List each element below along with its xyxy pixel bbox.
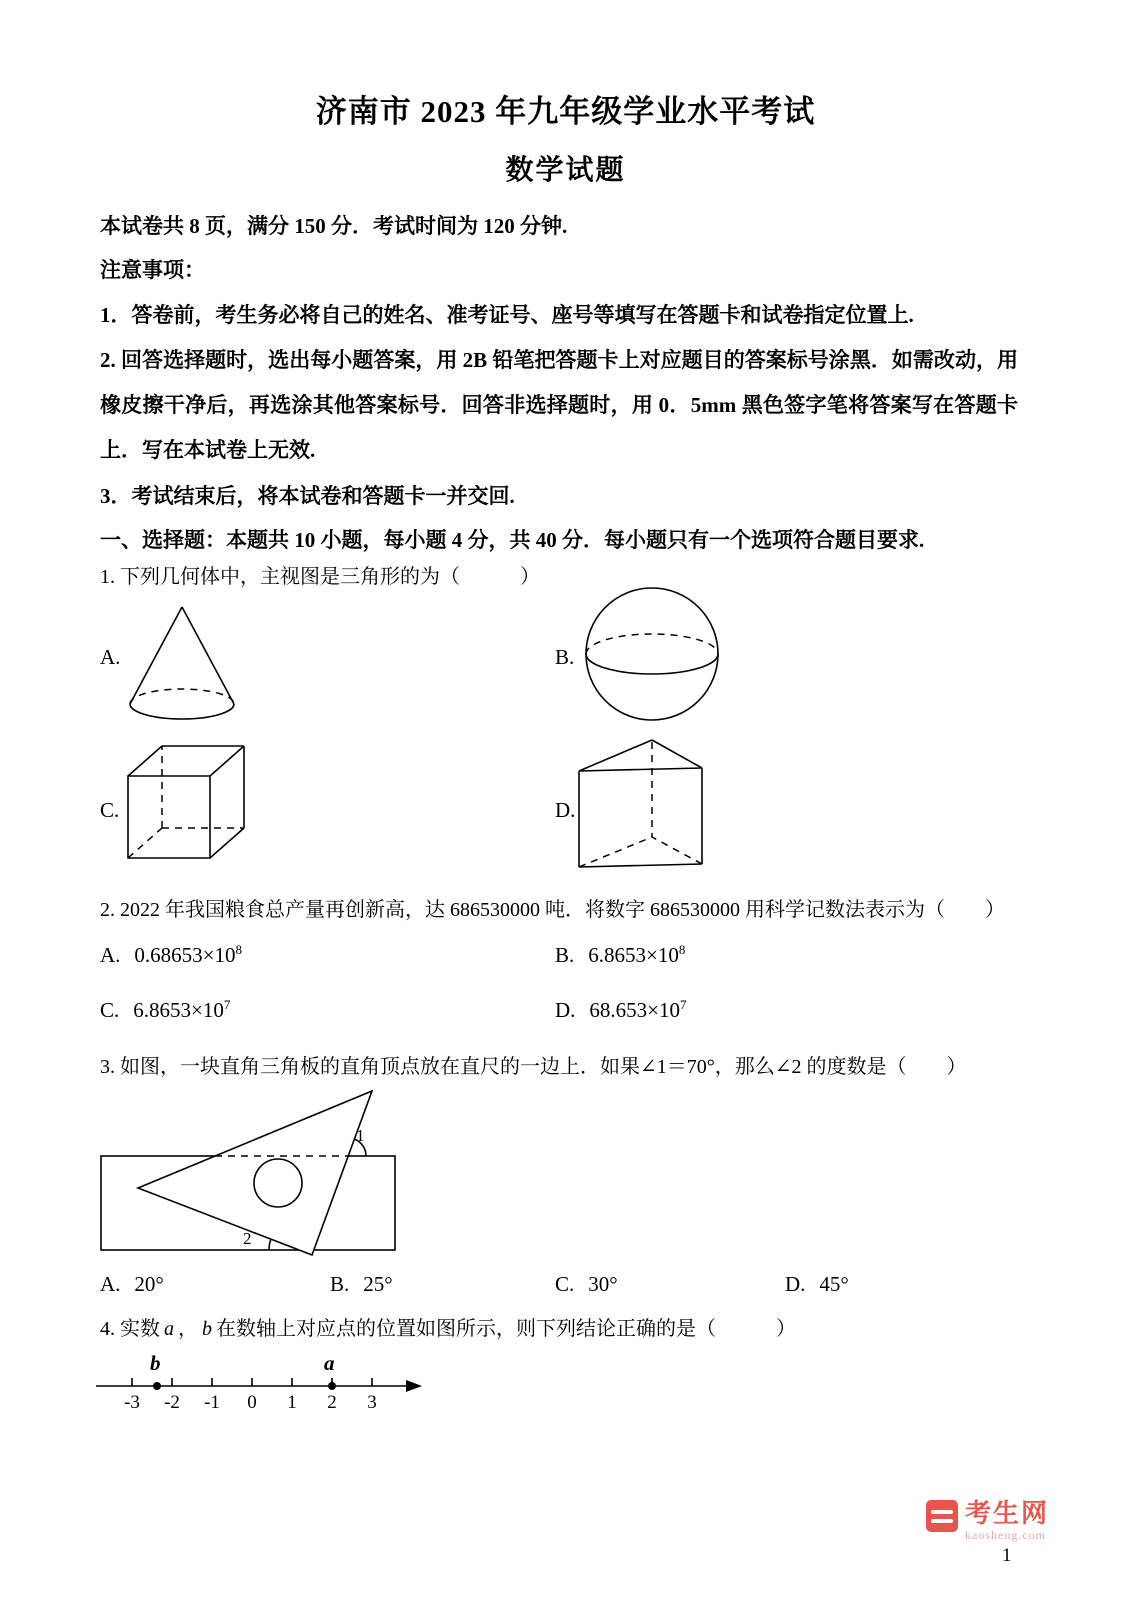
footer-logo-text: 考生网 bbox=[965, 1499, 1050, 1528]
tick-label-3: 3 bbox=[367, 1392, 377, 1412]
paper-meta-line: 本试卷共 8 页，满分 150 分．考试时间为 120 分钟. bbox=[100, 214, 568, 238]
q2-option-b bbox=[555, 942, 685, 968]
q2-option-a-mantissa: 0.68653×10 bbox=[134, 943, 236, 967]
cube-visible-edges bbox=[128, 746, 244, 858]
number-line-figure bbox=[92, 1348, 424, 1412]
sphere-equator-front-arc bbox=[586, 654, 718, 674]
q2-option-a-value bbox=[134, 943, 242, 967]
prism-top-face bbox=[579, 740, 702, 771]
notice-item-3: 3．考试结束后，将本试卷和答题卡一并交回. bbox=[100, 484, 515, 508]
cube-front-face bbox=[128, 776, 210, 858]
q2-option-a-exponent: 8 bbox=[235, 942, 243, 957]
tick-label-0: 0 bbox=[247, 1392, 257, 1412]
page-number: 1 bbox=[1002, 1545, 1012, 1566]
q4-text-comma: ， bbox=[178, 1318, 198, 1340]
logo-text-block bbox=[965, 1500, 1049, 1543]
prism-figure bbox=[576, 738, 706, 872]
axis-arrow-head bbox=[406, 1380, 422, 1392]
tick-label-neg3: -3 bbox=[124, 1392, 140, 1412]
q2-option-b-value bbox=[588, 943, 685, 967]
q3-option-a-label: A. bbox=[100, 1272, 121, 1296]
q3-option-a-value: 20° bbox=[134, 1272, 164, 1296]
tick-label-neg1: -1 bbox=[204, 1392, 220, 1412]
cone-slant-right bbox=[182, 607, 234, 704]
q3-option-d-label: D. bbox=[785, 1272, 806, 1296]
q2-option-d-mantissa: 68.653×10 bbox=[589, 998, 681, 1022]
q2-option-a bbox=[100, 942, 242, 968]
question-1-text: 1. 下列几何体中，主视图是三角形的为（ ） bbox=[100, 566, 540, 588]
q3-option-c-value: 30° bbox=[588, 1272, 618, 1296]
q2-option-d-value bbox=[589, 998, 686, 1022]
cone-base-front-arc bbox=[130, 704, 234, 719]
sphere-outline bbox=[586, 588, 718, 720]
q3-option-c bbox=[555, 1272, 618, 1297]
ruler-triangle-figure bbox=[100, 1083, 400, 1263]
kaosheng-logo bbox=[926, 1500, 1049, 1543]
prism-visible-edges bbox=[579, 768, 702, 867]
q4-text-prefix: 4. 实数 bbox=[100, 1318, 160, 1340]
axis-ticks bbox=[132, 1378, 372, 1386]
logo-bar bbox=[931, 1510, 953, 1514]
q2-option-c-exponent: 7 bbox=[223, 997, 231, 1012]
q2-option-c-value bbox=[133, 998, 230, 1022]
section-1-heading: 一、选择题：本题共 10 小题，每小题 4 分，共 40 分．每小题只有一个选项符合题目要求. bbox=[100, 528, 925, 552]
tick-label-1: 1 bbox=[287, 1392, 297, 1412]
variable-b: b bbox=[202, 1318, 212, 1340]
kaosheng-logo-icon bbox=[926, 1500, 958, 1532]
point-a-dot bbox=[328, 1382, 336, 1390]
tick-label-2: 2 bbox=[327, 1392, 337, 1412]
q3-option-d-value: 45° bbox=[819, 1272, 849, 1296]
angle-1-label: 1 bbox=[356, 1126, 365, 1145]
q3-option-c-label: C. bbox=[555, 1272, 575, 1296]
footer-logo-domain: kaosheng.com bbox=[965, 1528, 1046, 1542]
question-2-text: 2. 2022 年我国粮食总产量再创新高，达 686530000 吨．将数字 686530000 用科学记数法表示为（ ） bbox=[100, 899, 1005, 921]
q2-option-c-label: C. bbox=[100, 998, 120, 1022]
question-3-text: 3. 如图，一块直角三角板的直角顶点放在直尺的一边上．如果∠1＝70°，那么∠2 的度数是（ ） bbox=[100, 1056, 967, 1078]
q3-option-d bbox=[785, 1272, 849, 1297]
q1-option-a-label: A. bbox=[100, 645, 121, 669]
q1-option-c-label: C. bbox=[100, 798, 120, 822]
q2-option-a-label: A. bbox=[100, 943, 121, 967]
q2-option-c bbox=[100, 997, 230, 1023]
q2-option-b-mantissa: 6.8653×10 bbox=[588, 943, 679, 967]
point-a-label: a bbox=[324, 1351, 335, 1375]
q2-option-d bbox=[555, 997, 687, 1023]
q4-text-suffix: 在数轴上对应点的位置如图所示，则下列结论正确的是（ ） bbox=[216, 1318, 796, 1340]
notice-item-2: 2. 回答选择题时，选出每小题答案，用 2B 铅笔把答题卡上对应题目的答案标号涂黑．如需改动，用橡皮擦干净后，再选涂其他答案标号．回答非选择题时，用 0．5mm 黑色签字笔将答案写在答题卡上．写在本试卷上无效. bbox=[100, 348, 1018, 462]
q3-option-b bbox=[330, 1272, 393, 1297]
notice-heading: 注意事项： bbox=[100, 258, 205, 282]
sphere-figure bbox=[582, 586, 722, 726]
notice-item-1: 1．答卷前，考生务必将自己的姓名、准考证号、座号等填写在答题卡和试卷指定位置上. bbox=[100, 303, 914, 327]
sphere-equator-back-arc bbox=[586, 634, 718, 654]
paper-subtitle: 数学试题 bbox=[505, 155, 626, 186]
prism-hidden-edges bbox=[579, 742, 702, 867]
q2-option-d-exponent: 7 bbox=[680, 997, 687, 1012]
point-b-label: b bbox=[150, 1351, 161, 1375]
q1-option-b-label: B. bbox=[555, 645, 575, 669]
q2-option-d-label: D. bbox=[555, 998, 576, 1022]
cube-figure bbox=[126, 740, 248, 867]
set-square-triangle bbox=[138, 1091, 372, 1255]
q2-option-c-mantissa: 6.8653×10 bbox=[133, 998, 224, 1022]
q2-option-b-label: B. bbox=[555, 943, 575, 967]
point-b-dot bbox=[153, 1382, 161, 1390]
cube-hidden-edges bbox=[128, 746, 244, 858]
tick-label-neg2: -2 bbox=[164, 1392, 180, 1412]
angle-2-arc bbox=[269, 1239, 271, 1250]
q3-option-a bbox=[100, 1272, 164, 1297]
cone-base-back-arc bbox=[130, 689, 234, 704]
paper-title: 济南市 2023 年九年级学业水平考试 bbox=[315, 94, 816, 129]
variable-a: a bbox=[164, 1318, 174, 1340]
q3-option-b-value: 25° bbox=[363, 1272, 393, 1296]
logo-bar bbox=[931, 1519, 953, 1523]
q3-option-b-label: B. bbox=[330, 1272, 350, 1296]
cone-slant-left bbox=[130, 607, 182, 704]
q1-option-d-label: D. bbox=[555, 798, 576, 822]
angle-2-label: 2 bbox=[243, 1229, 252, 1248]
question-4-text bbox=[100, 1312, 796, 1341]
cone-figure bbox=[126, 604, 238, 724]
q2-option-b-exponent: 8 bbox=[678, 942, 686, 957]
